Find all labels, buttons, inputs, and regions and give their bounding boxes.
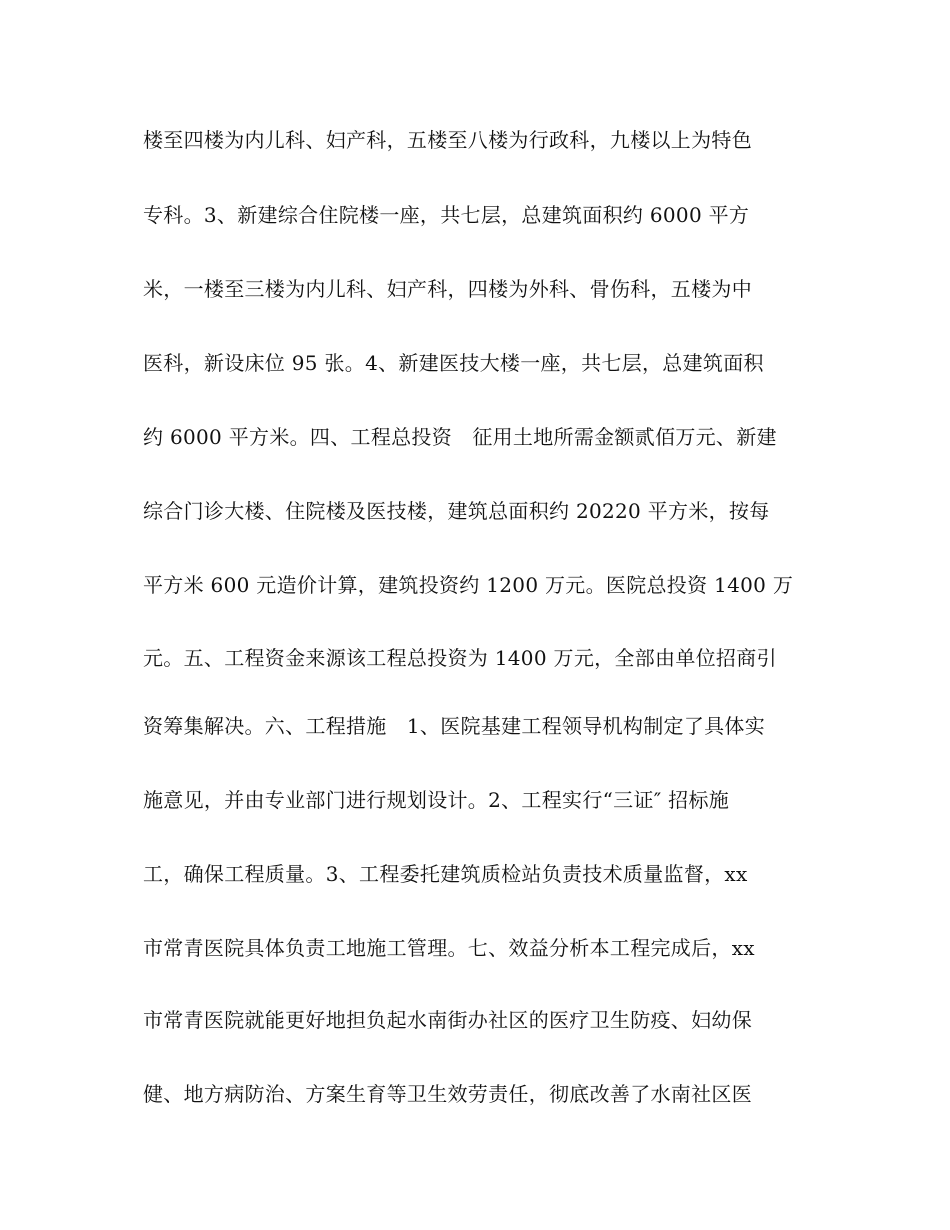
- text-line-9: 资筹集解决。六、工程措施 1、医院基建工程领导机构制定了具体实: [143, 714, 766, 738]
- text-line-7: 平方米 600 元造价计算，建筑投资约 1200 万元。医院总投资 1400 万: [143, 573, 794, 597]
- text-line-8: 元。五、工程资金来源该工程总投资为 1400 万元，全部由单位招商引: [143, 646, 777, 670]
- text-line-4: 医科，新设床位 95 张。4、新建医技大楼一座，共七层，总建筑面积: [143, 351, 764, 375]
- text-line-3: 米，一楼至三楼为内儿科、妇产科，四楼为外科、骨伤科，五楼为中: [143, 277, 752, 301]
- text-line-6: 综合门诊大楼、住院楼及医技楼，建筑总面积约 20220 平方米，按每: [143, 499, 770, 523]
- text-line-13: 市常青医院就能更好地担负起水南街办社区的医疗卫生防疫、妇幼保: [143, 1008, 752, 1032]
- text-line-5: 约 6000 平方米。四、工程总投资 征用土地所需金额贰佰万元、新建: [143, 425, 777, 449]
- text-line-12: 市常青医院具体负责工地施工管理。七、效益分析本工程完成后，xx: [143, 936, 755, 960]
- text-line-14: 健、地方病防治、方案生育等卫生效劳责任，彻底改善了水南社区医: [143, 1082, 752, 1106]
- text-line-10: 施意见，并由专业部门进行规划设计。2、工程实行“三证″ 招标施: [143, 788, 730, 812]
- text-line-11: 工，确保工程质量。3、工程委托建筑质检站负责技术质量监督，xx: [143, 862, 748, 886]
- text-line-2: 专科。3、新建综合住院楼一座，共七层，总建筑面积约 6000 平方: [143, 203, 750, 227]
- text-line-1: 楼至四楼为内儿科、妇产科，五楼至八楼为行政科，九楼以上为特色: [143, 128, 752, 152]
